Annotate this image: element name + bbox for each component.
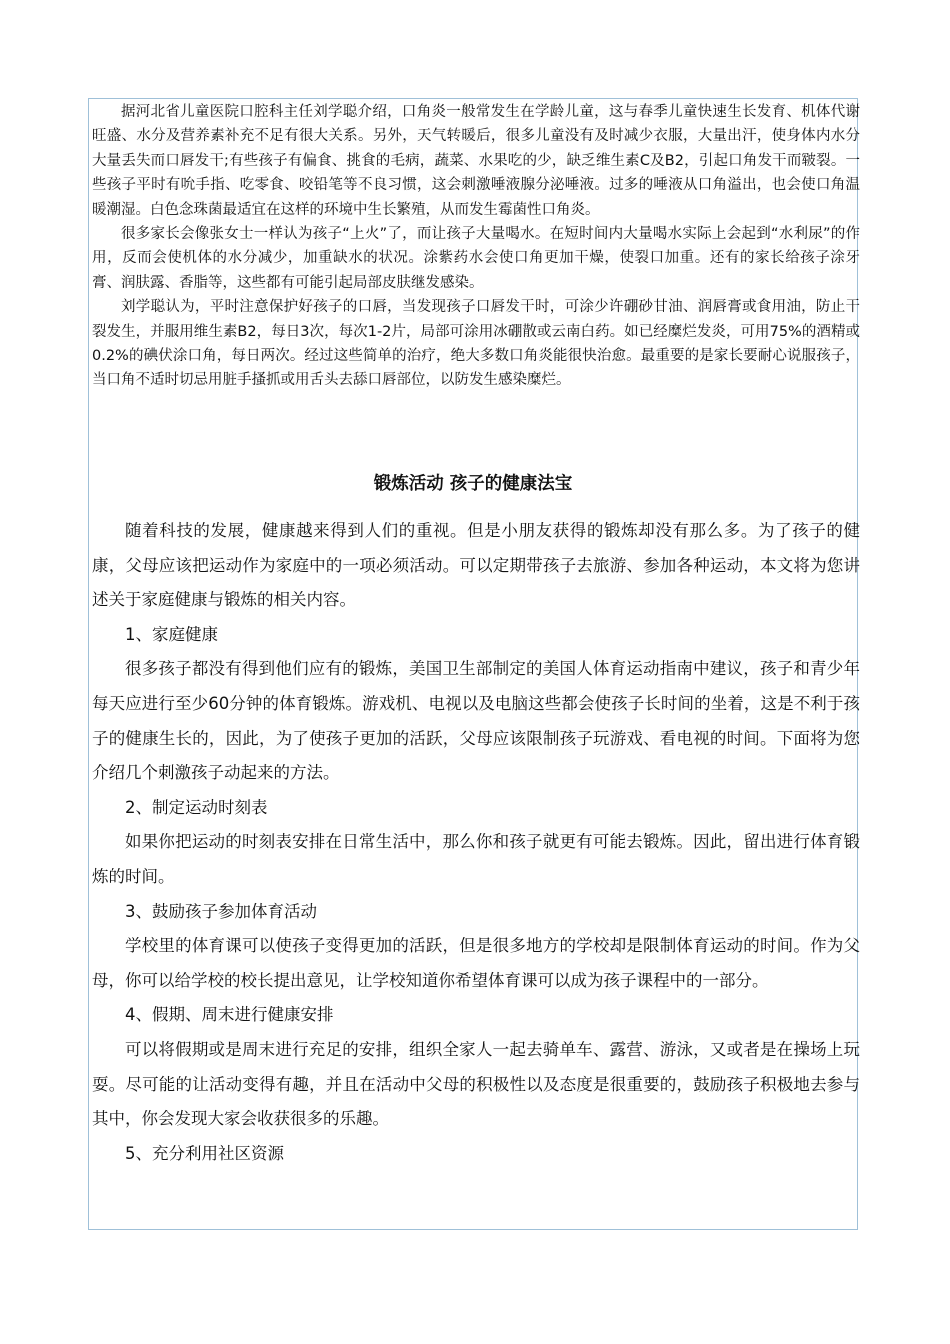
article-section-exercise — [92, 514, 860, 1171]
subheading-2: 2、制定运动时刻表 — [125, 797, 268, 817]
section-title: 锻炼活动 孩子的健康法宝 — [373, 474, 573, 494]
subheading-5: 5、充分利用社区资源 — [125, 1143, 284, 1163]
paragraph: 学校里的体育课可以使孩子变得更加的活跃，但是很多地方的学校却是限制体育运动的时间。作为父母，你可以给学校的校长提出意见，让学校知道你希望体育课可以成为孩子课程中的一部分。 — [92, 936, 860, 990]
paragraph: 很多孩子都没有得到他们应有的锻炼，美国卫生部制定的美国人体育运动指南中建议，孩子和青少年每天应进行至少60分钟的体育锻炼。游戏机、电视以及电脑这些都会使孩子长时间的坐着，这是不利于孩子的健康生长的，因此，为了使孩子更加的活跃，父母应该限制孩子玩游戏、看电视的时间。下面将为您介绍几个刺激孩子动起来的方法。 — [92, 659, 860, 783]
article-section-mouth-corner — [92, 100, 860, 393]
paragraph: 可以将假期或是周末进行充足的安排，组织全家人一起去骑单车、露营、游泳，又或者是在操场上玩耍。尽可能的让活动变得有趣，并且在活动中父母的积极性以及态度是很重要的，鼓励孩子积极地去参与其中，你会发现大家会收获很多的乐趣。 — [92, 1039, 860, 1129]
subheading-1: 1、家庭健康 — [125, 624, 218, 644]
subheading-4: 4、假期、周末进行健康安排 — [125, 1005, 334, 1025]
paragraph: 如果你把运动的时刻表安排在日常生活中，那么你和孩子就更有可能去锻炼。因此，留出进行体育锻炼的时间。 — [92, 832, 860, 886]
intro-paragraph: 随着科技的发展，健康越来得到人们的重视。但是小朋友获得的锻炼却没有那么多。为了孩子的健康，父母应该把运动作为家庭中的一项必须活动。可以定期带孩子去旅游、参加各种运动，本文将为您讲述关于家庭健康与锻炼的相关内容。 — [92, 521, 860, 610]
subheading-3: 3、鼓励孩子参加体育活动 — [125, 901, 317, 921]
paragraph: 刘学聪认为，平时注意保护好孩子的口唇，当发现孩子口唇发干时，可涂少许硼砂甘油、润唇膏或食用油，防止干裂发生，并服用维生素B2，每日3次，每次1-2片，局部可涂用冰硼散或云南白药。如已经糜烂发炎，可用75%的酒精或0.2%的碘伏涂口角，每日两次。经过这些简单的治疗，绝大多数口角炎能很快治愈。最重要的是家长要耐心说服孩子，当口角不适时切忌用脏手搔抓或用舌头去舔口唇部位，以防发生感染糜烂。 — [92, 299, 860, 389]
paragraph: 很多家长会像张女士一样认为孩子“上火”了，而让孩子大量喝水。在短时间内大量喝水实际上会起到“水利尿”的作用，反而会使机体的水分减少，加重缺水的状况。涂紫药水会使口角更加干燥，使裂口加重。还有的家长给孩子涂牙膏、润肤露、香脂等，这些都有可能引起局部皮肤继发感染。 — [92, 226, 860, 291]
paragraph: 据河北省儿童医院口腔科主任刘学聪介绍，口角炎一般常发生在学龄儿童，这与春季儿童快速生长发育、机体代谢旺盛、水分及营养素补充不足有很大关系。另外，天气转暖后，很多儿童没有及时减少衣服，大量出汗，使身体内水分大量丢失而口唇发干;有些孩子有偏食、挑食的毛病，蔬菜、水果吃的少，缺乏维生素C及B2，引起口角发干而皲裂。一些孩子平时有吮手指、吃零食、咬铅笔等不良习惯，这会刺激唾液腺分泌唾液。过多的唾液从口角溢出，也会使口角温暖潮湿。白色念珠菌最适宜在这样的环境中生长繁殖，从而发生霉菌性口角炎。 — [92, 104, 860, 218]
